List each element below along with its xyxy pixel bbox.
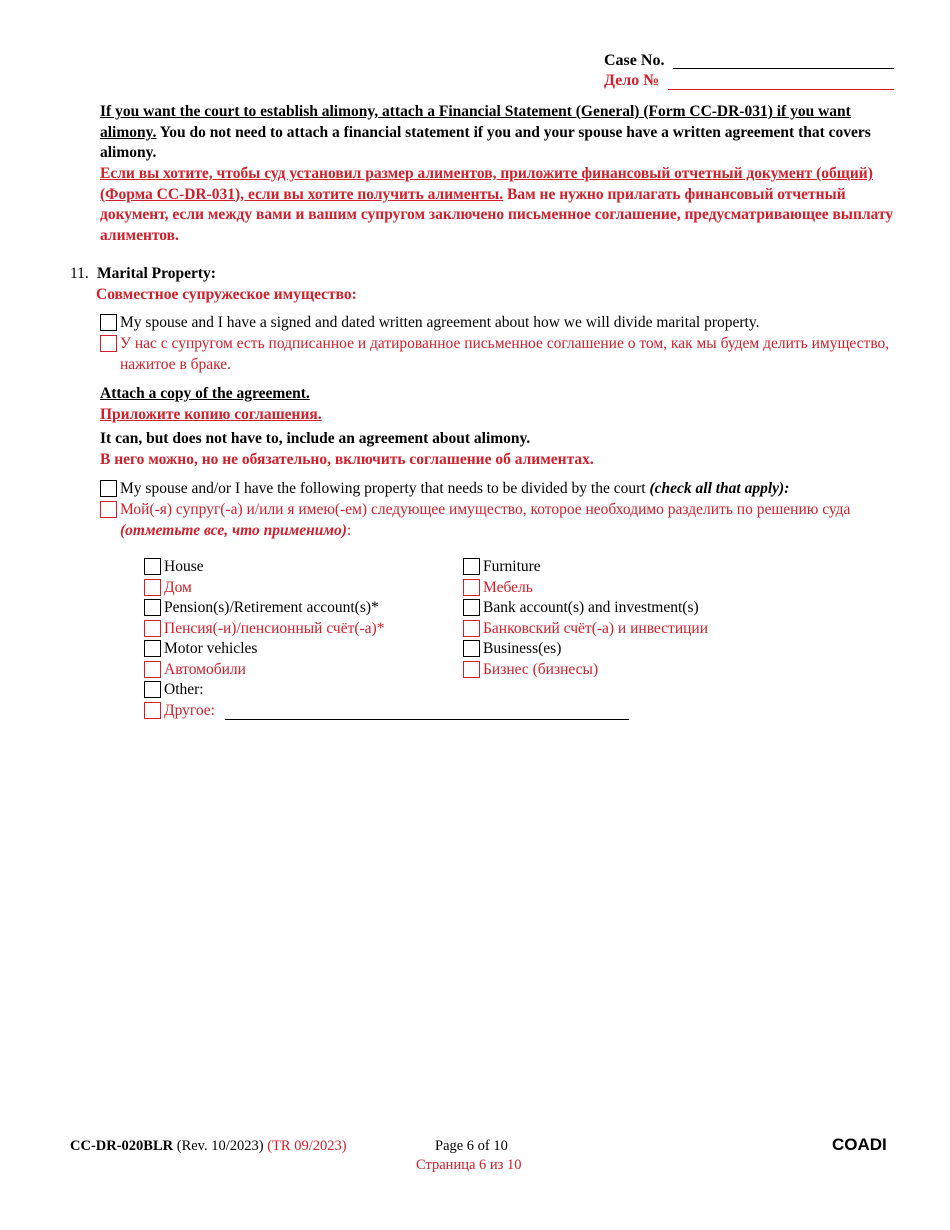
house-label-ru: Дом: [164, 579, 192, 596]
section-title: Marital Property:: [97, 265, 216, 282]
page-number-ru: Страница 6 из 10: [416, 1157, 522, 1173]
other-field[interactable]: [225, 719, 629, 720]
court-division-emph-ru: (отметьте все, что применимо): [120, 521, 347, 539]
agreement-checkbox-ru[interactable]: [100, 335, 117, 352]
vehicles-checkbox[interactable]: [144, 640, 161, 657]
section-number: 11.: [70, 265, 89, 282]
court-division-checkbox[interactable]: [100, 480, 117, 497]
case-no-label: Case No.: [604, 52, 665, 69]
business-label: Business(es): [483, 640, 562, 657]
alimony-note-ru: [100, 164, 900, 246]
furniture-label: Furniture: [483, 558, 541, 575]
house-label: House: [164, 558, 204, 575]
business-checkbox-ru[interactable]: [463, 661, 480, 678]
alimony-note-ru-underlined: Если вы хотите, чтобы суд установил размер алиментов, приложите финансовый отчетный документ (общий) (Форма CC-DR-031), если вы хотите получить алименты.: [100, 165, 873, 203]
coadi-logo: COADI: [832, 1135, 887, 1154]
court-division-label: [120, 480, 789, 498]
other-label: Other:: [164, 681, 204, 698]
alimony-note-en: [100, 102, 875, 164]
case-no-label-ru: Дело №: [604, 72, 660, 89]
agreement-label: My spouse and I have a signed and dated written agreement about how we will divide marital property.: [120, 314, 760, 331]
form-rev: (Rev. 10/2023): [173, 1138, 264, 1154]
vehicles-checkbox-ru[interactable]: [144, 661, 161, 678]
attach-copy-ru: Приложите копию соглашения.: [100, 406, 322, 423]
vehicles-label: Motor vehicles: [164, 640, 258, 657]
house-checkbox-ru[interactable]: [144, 579, 161, 596]
business-checkbox[interactable]: [463, 640, 480, 657]
section-title-ru: Совместное супружеское имущество:: [96, 286, 357, 303]
pension-checkbox-ru[interactable]: [144, 620, 161, 637]
bank-label-ru: Банковский счёт(-а) и инвестиции: [483, 620, 709, 637]
agreement-label-ru: У нас с супругом есть подписанное и датированное письменное соглашение о том, как мы будем делить имущество, нажитое в браке.: [120, 335, 890, 373]
page-number: Page 6 of 10: [435, 1138, 508, 1154]
court-division-checkbox-ru[interactable]: [100, 501, 117, 518]
court-division-label-ru: [120, 500, 895, 541]
bank-label: Bank account(s) and investment(s): [483, 599, 699, 616]
bank-checkbox[interactable]: [463, 599, 480, 616]
case-no-field[interactable]: [673, 68, 894, 69]
form-tr: (TR 09/2023): [263, 1138, 347, 1154]
court-division-emph: (check all that apply):: [649, 480, 790, 497]
attach-copy: Attach a copy of the agreement.: [100, 385, 310, 402]
other-checkbox[interactable]: [144, 681, 161, 698]
furniture-checkbox[interactable]: [463, 558, 480, 575]
form-id-code: CC-DR-020BLR: [70, 1138, 174, 1154]
alimony-include-ru: В него можно, но не обязательно, включить соглашение об алиментах.: [100, 451, 594, 468]
court-division-text-ru: Мой(-я) супруг(-а) и/или я имею(-ем) следующее имущество, которое необходимо разделить по решению суда: [120, 501, 851, 518]
case-no-field-ru[interactable]: [668, 89, 894, 90]
vehicles-label-ru: Автомобили: [164, 661, 246, 678]
agreement-checkbox[interactable]: [100, 314, 117, 331]
pension-checkbox[interactable]: [144, 599, 161, 616]
court-division-end-ru: :: [346, 521, 352, 539]
house-checkbox[interactable]: [144, 558, 161, 575]
business-label-ru: Бизнес (бизнесы): [483, 661, 599, 678]
furniture-checkbox-ru[interactable]: [463, 579, 480, 596]
bank-checkbox-ru[interactable]: [463, 620, 480, 637]
other-label-ru: Другое:: [164, 702, 215, 719]
pension-label: Pension(s)/Retirement account(s)*: [164, 599, 379, 616]
alimony-note-ru-rest: Вам не нужно прилагать финансовый отчетный документ, если между вами и вашим супругом заключено письменное соглашение, предусматривающее выплату алиментов.: [100, 185, 894, 244]
alimony-include: It can, but does not have to, include an agreement about alimony.: [100, 430, 531, 447]
form-id: [70, 1138, 347, 1155]
alimony-note-en-rest: You do not need to attach a financial statement if you and your spouse have a written agreement that covers alimony.: [100, 123, 871, 161]
furniture-label-ru: Мебель: [483, 579, 533, 596]
pension-label-ru: Пенсия(-и)/пенсионный счёт(-а)*: [164, 620, 385, 637]
court-division-text: My spouse and/or I have the following property that needs to be divided by the court: [120, 480, 650, 497]
other-checkbox-ru[interactable]: [144, 702, 161, 719]
alimony-note-en-underlined: If you want the court to establish alimony, attach a Financial Statement (General) (Form CC-DR-031) if you want alimony.: [100, 103, 851, 141]
